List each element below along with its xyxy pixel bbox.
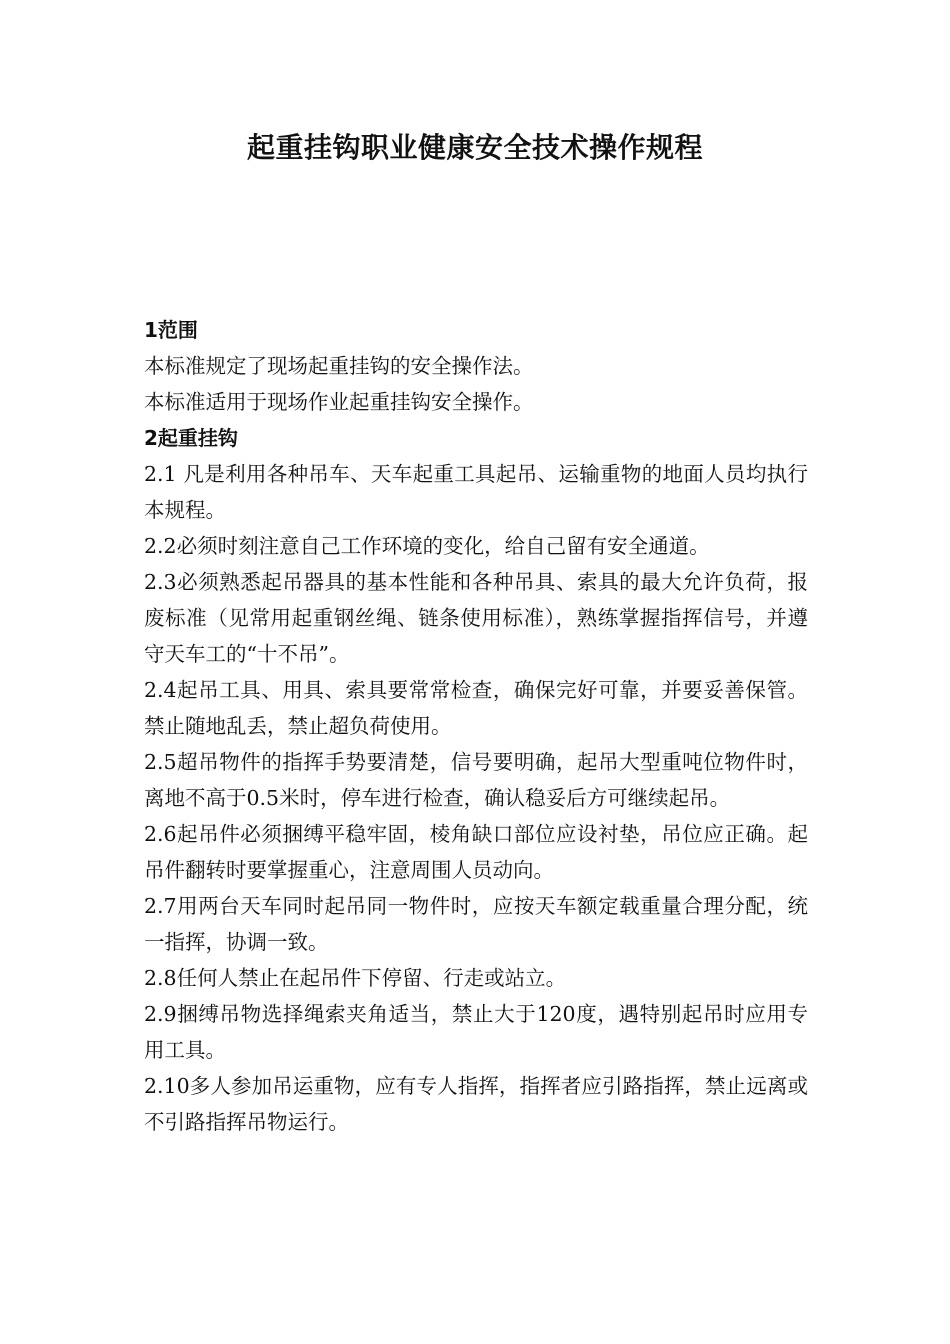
paragraph: 2.9捆缚吊物选择绳索夹角适当，禁止大于120度，遇特别起吊时应用专用工具。 [144,1002,808,1062]
paragraph: 2.8任何人禁止在起吊件下停留、行走或站立。 [144,966,567,990]
section-lifting-hooking [144,420,808,1140]
paragraph: 2.4起吊工具、用具、索具要常常检查，确保完好可靠，并要妥善保管。禁止随地乱丢，禁止超负荷使用。 [144,678,808,738]
paragraph: 本标准适用于现场作业起重挂钩安全操作。 [144,390,534,414]
paragraph: 2.5超吊物件的指挥手势要清楚，信号要明确，起吊大型重吨位物件时，离地不高于0.5米时，停车进行检查，确认稳妥后方可继续起吊。 [144,750,808,810]
section-heading: 1范围 [144,318,198,342]
paragraph: 2.10多人参加吊运重物，应有专人指挥，指挥者应引路指挥，禁止远离或不引路指挥吊物运行。 [144,1074,808,1134]
paragraph: 2.7用两台天车同时起吊同一物件时，应按天车额定载重量合理分配，统一指挥，协调一致。 [144,894,808,954]
document-body [144,312,808,1140]
section-scope [144,312,808,420]
paragraph: 2.3必须熟悉起吊器具的基本性能和各种吊具、索具的最大允许负荷，报废标准（见常用起重钢丝绳、链条使用标准），熟练掌握指挥信号，并遵守天车工的“十不吊”。 [144,570,808,666]
paragraph: 本标准规定了现场起重挂钩的安全操作法。 [144,354,534,378]
document-title: 起重挂钩职业健康安全技术操作规程 [246,131,703,164]
section-heading: 2起重挂钩 [144,426,238,450]
paragraph: 2.6起吊件必须捆缚平稳牢固，棱角缺口部位应设衬垫，吊位应正确。起吊件翻转时要掌握重心，注意周围人员动向。 [144,822,808,882]
paragraph: 2.2必须时刻注意自己工作环境的变化，给自己留有安全通道。 [144,534,710,558]
paragraph: 2.1 凡是利用各种吊车、天车起重工具起吊、运输重物的地面人员均执行本规程。 [144,462,808,522]
